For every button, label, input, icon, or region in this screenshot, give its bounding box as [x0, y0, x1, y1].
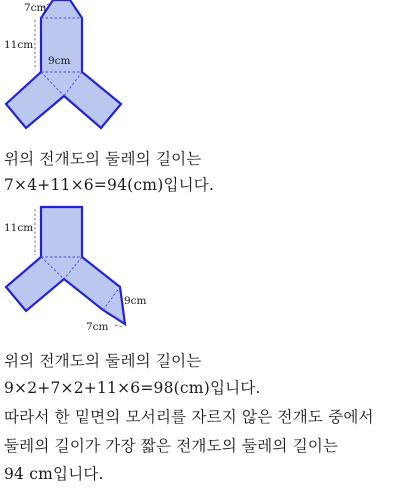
solution-1-sentence: 위의 전개도의 둘레의 길이는 — [4, 150, 202, 168]
label-7cm: 7cm — [24, 2, 47, 14]
solution-1-equation: 7×4+11×6=94(cm)입니다. — [4, 176, 215, 194]
label-9cm: 9cm — [48, 55, 71, 67]
conclusion-line-2: 둘레의 길이가 가장 짧은 전개도의 둘레의 길이는 — [4, 437, 339, 455]
label-7cm-2: 7cm — [86, 321, 109, 333]
conclusion-line-3: 94 cm입니다. — [4, 465, 104, 483]
net-figure-1 — [0, 0, 140, 132]
net-figure-1-svg — [0, 0, 140, 132]
solution-2-equation: 9×2+7×2+11×6=98(cm)입니다. — [4, 379, 261, 397]
net-figure-2 — [0, 200, 170, 338]
label-9cm-2: 9cm — [124, 295, 147, 307]
solution-2-sentence: 위의 전개도의 둘레의 길이는 — [4, 352, 202, 370]
label-11cm: 11cm — [4, 39, 34, 51]
net-figure-2-svg — [0, 200, 170, 338]
label-11cm-2: 11cm — [4, 222, 34, 234]
conclusion-line-1: 따라서 한 밑면의 모서리를 자르지 않은 전개도 중에서 — [4, 408, 374, 426]
